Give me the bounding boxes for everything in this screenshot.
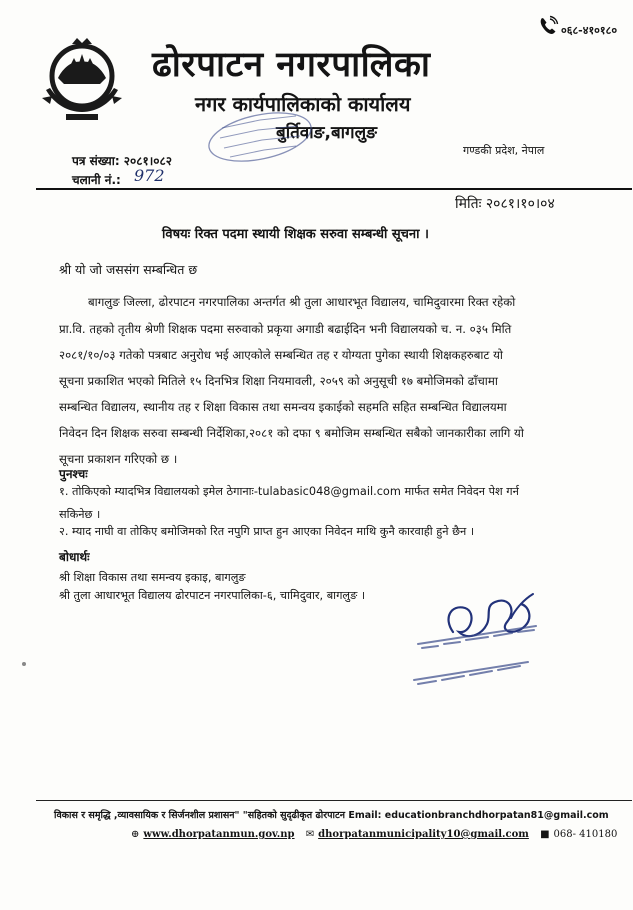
letter-subject: विषयः रिक्त पदमा स्थायी शिक्षक सरुवा सम्बन्धी सूचना । <box>162 227 429 242</box>
mail-icon: ✉ <box>305 829 315 840</box>
footer-phone: 068- 410180 <box>553 829 618 840</box>
signatory-stamp <box>408 618 548 690</box>
fax-icon: ■ <box>540 829 550 840</box>
province-text: गण्डकी प्रदेश, नेपाल <box>463 144 545 157</box>
nepal-emblem-icon <box>38 30 126 122</box>
bodhartha-heading: बोधार्थः <box>59 550 90 564</box>
body-line: सूचना प्रकाशन गरिएको छ । <box>59 452 178 466</box>
body-line: २०८१/१०/०३ गतेको पत्रबाट अनुरोध भई आएकोले सम्बन्धित तह र योग्यता पुगेका स्थायी शिक्षकहरुबाट यो <box>59 348 503 362</box>
footer-divider <box>36 800 632 801</box>
letter-number: पत्र संख्या: २०८१।०८२ <box>72 154 173 168</box>
phone-icon <box>537 15 559 37</box>
body-line: बागलुङ जिल्ला, ढोरपाटन नगरपालिका अन्तर्गत श्री तुला आधारभूत विद्यालय, चामिदुवारमा रिक्त रहेको <box>88 295 516 309</box>
globe-icon: ⊕ <box>131 829 140 840</box>
punashcha-heading: पुनश्चः <box>59 467 88 481</box>
header-phone: ०६८-४१०१८० <box>561 24 618 37</box>
bodhartha-line: श्री तुला आधारभूत विद्यालय ढोरपाटन नगरपालिका-६, चामिदुवार, बागलुङ । <box>59 589 366 602</box>
email-link[interactable]: dhorpatanmunicipality10@gmail.com <box>318 829 529 840</box>
salutation: श्री यो जो जससंग सम्बन्धित छ <box>59 262 198 277</box>
footer-contacts <box>131 829 625 840</box>
website-link[interactable]: www.dhorpatanmun.gov.np <box>143 829 295 840</box>
footer-slogan: विकास र समृद्धि ,व्यावसायिक र सिर्जनशील प्रशासन" "सहितको सुदृढीकृत ढोरपाटन Email: educationbranchdhorpatan81@gmail.com <box>54 810 609 821</box>
body-line: सम्बन्धित विद्यालय, स्थानीय तह र शिक्षा विकास तथा समन्वय इकाईको सहमति सहित सम्बन्धित विद्यालयमा <box>59 400 507 414</box>
scan-speck <box>22 662 26 666</box>
chalani-number: 972 <box>134 166 165 185</box>
office-subtitle: नगर कार्यपालिकाको कार्यालय <box>195 92 411 116</box>
office-address: बुर्तिवाङ,बागलुङ <box>276 123 377 143</box>
letter-date: मितिः २०८१।१०।०४ <box>455 196 555 212</box>
body-line: निवेदन दिन शिक्षक सरुवा सम्बन्धी निर्देशिका,२०८१ को दफा ९ बमोजिम सम्बन्धित सबैको जानकारीका लागि यो <box>59 426 524 440</box>
punashcha-line: १. तोकिएको म्यादभित्र विद्यालयको इमेल ठेगानाः-tulabasic048@gmail.com मार्फत समेत निवेदन पेश गर्न <box>59 485 519 498</box>
office-stamp <box>200 108 320 166</box>
header-divider <box>36 188 632 190</box>
body-line: प्रा.वि. तहको तृतीय श्रेणी शिक्षक पदमा सरुवाको प्रकृया अगाडी बढाईदिन भनी विद्यालयको च. न. ०३५ मिति <box>59 322 512 336</box>
office-title: ढोरपाटन नगरपालिका <box>152 45 431 85</box>
body-line: सूचना प्रकाशित भएको मितिले १५ दिनभित्र शिक्षा नियमावली, २०५९ को अनुसूची १७ बमोजिमको ढाँचामा <box>59 374 498 388</box>
chalani-label: चलानी नं.: <box>72 173 121 187</box>
punashcha-line: सकिनेछ । <box>59 508 101 521</box>
bodhartha-line: श्री शिक्षा विकास तथा समन्वय इकाइ, बागलुङ <box>59 571 246 584</box>
punashcha-line: २. म्याद नाघी वा तोकिए बमोजिमको रित नपुगि प्राप्त हुन आएका निवेदन माथि कुनै कारवाही हुने छैन । <box>59 525 475 538</box>
